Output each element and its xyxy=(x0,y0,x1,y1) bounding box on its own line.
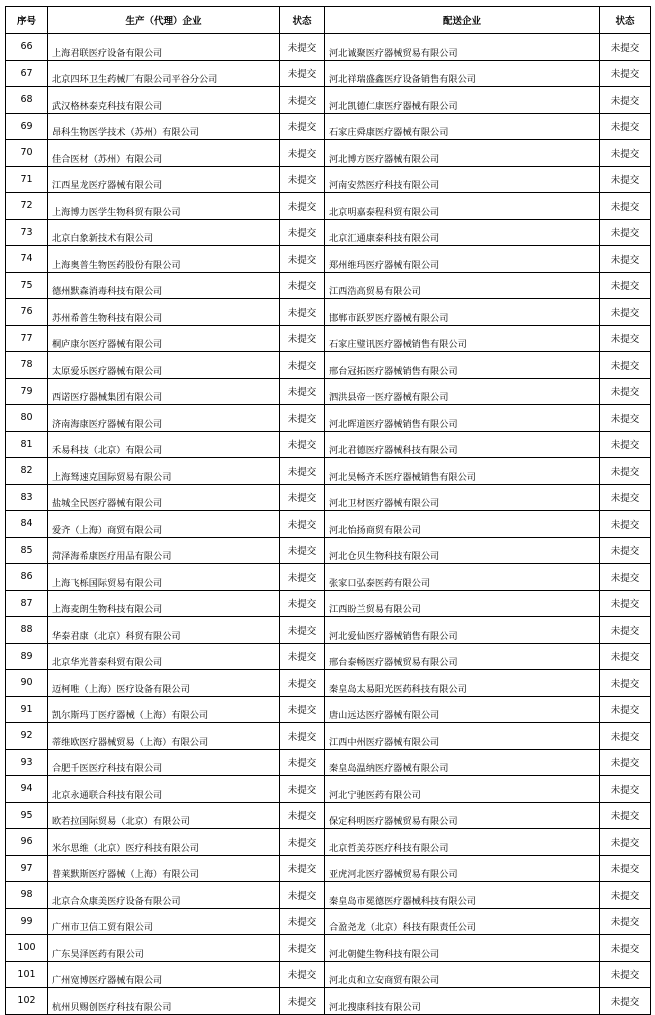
distributor-status-cell: 未提交 xyxy=(600,378,651,405)
distributor-cell: 张家口弘泰医药有限公司 xyxy=(325,564,600,591)
table-row xyxy=(6,352,651,379)
manufacturer-cell: 上海君联医疗设备有限公司 xyxy=(48,34,280,61)
table-row xyxy=(6,908,651,935)
distributor-status-cell: 未提交 xyxy=(600,219,651,246)
seq-cell: 82 xyxy=(6,458,48,485)
manufacturer-status-cell: 未提交 xyxy=(280,855,325,882)
distributor-cell: 河北仓贝生物科技有限公司 xyxy=(325,537,600,564)
table-row xyxy=(6,219,651,246)
distributor-cell: 河南安然医疗科技有限公司 xyxy=(325,166,600,193)
manufacturer-status-cell: 未提交 xyxy=(280,87,325,114)
distributor-cell: 亚虎河北医疗器械贸易有限公司 xyxy=(325,855,600,882)
manufacturer-status-cell: 未提交 xyxy=(280,140,325,167)
distributor-cell: 河北祥瑞盛鑫医疗设备销售有限公司 xyxy=(325,60,600,87)
seq-cell: 66 xyxy=(6,34,48,61)
table-header xyxy=(6,7,651,34)
manufacturer-status-cell: 未提交 xyxy=(280,60,325,87)
distributor-cell: 秦皇岛太易阳光医药科技有限公司 xyxy=(325,670,600,697)
seq-cell: 68 xyxy=(6,87,48,114)
table-row xyxy=(6,431,651,458)
distributor-status-cell: 未提交 xyxy=(600,193,651,220)
distributor-cell: 北京明嘉泰程科贸有限公司 xyxy=(325,193,600,220)
distributor-cell: 石家庄舜康医疗器械有限公司 xyxy=(325,113,600,140)
manufacturer-status-cell: 未提交 xyxy=(280,935,325,962)
distributor-status-cell: 未提交 xyxy=(600,272,651,299)
manufacturer-cell: 北京华光普泰科贸有限公司 xyxy=(48,643,280,670)
manufacturer-cell: 上海飞栎国际贸易有限公司 xyxy=(48,564,280,591)
seq-cell: 72 xyxy=(6,193,48,220)
table-row xyxy=(6,537,651,564)
seq-cell: 102 xyxy=(6,988,48,1015)
distributor-status-cell: 未提交 xyxy=(600,34,651,61)
manufacturer-status-cell: 未提交 xyxy=(280,961,325,988)
manufacturer-cell: 北京四环卫生药械厂有限公司平谷分公司 xyxy=(48,60,280,87)
distributor-status-cell: 未提交 xyxy=(600,458,651,485)
distributor-cell: 河北怡扬商贸有限公司 xyxy=(325,511,600,538)
table-row xyxy=(6,87,651,114)
seq-cell: 79 xyxy=(6,378,48,405)
seq-cell: 85 xyxy=(6,537,48,564)
manufacturer-cell: 昂科生物医学技术（苏州）有限公司 xyxy=(48,113,280,140)
distributor-status-cell: 未提交 xyxy=(600,299,651,326)
manufacturer-cell: 菏泽海希康医疗用品有限公司 xyxy=(48,537,280,564)
seq-cell: 98 xyxy=(6,882,48,909)
table-row xyxy=(6,617,651,644)
manufacturer-status-cell: 未提交 xyxy=(280,749,325,776)
manufacturer-cell: 上海奥普生物医药股份有限公司 xyxy=(48,246,280,273)
distributor-cell: 河北晖道医疗器械销售有限公司 xyxy=(325,405,600,432)
seq-cell: 73 xyxy=(6,219,48,246)
header-row xyxy=(6,7,651,34)
table-row xyxy=(6,299,651,326)
manufacturer-status-cell: 未提交 xyxy=(280,988,325,1015)
manufacturer-cell: 上海驽速克国际贸易有限公司 xyxy=(48,458,280,485)
manufacturer-status-cell: 未提交 xyxy=(280,617,325,644)
table-row xyxy=(6,590,651,617)
manufacturer-cell: 西诺医疗器械集团有限公司 xyxy=(48,378,280,405)
table-row xyxy=(6,484,651,511)
seq-cell: 67 xyxy=(6,60,48,87)
table-row xyxy=(6,34,651,61)
manufacturer-status-cell: 未提交 xyxy=(280,908,325,935)
distributor-status-cell: 未提交 xyxy=(600,882,651,909)
manufacturer-status-cell: 未提交 xyxy=(280,113,325,140)
manufacturer-status-cell: 未提交 xyxy=(280,802,325,829)
table-row xyxy=(6,776,651,803)
distributor-cell: 秦皇岛市冕德医疗器械科技有限公司 xyxy=(325,882,600,909)
manufacturer-cell: 欧若拉国际贸易（北京）有限公司 xyxy=(48,802,280,829)
manufacturer-cell: 佳合医材（苏州）有限公司 xyxy=(48,140,280,167)
seq-cell: 76 xyxy=(6,299,48,326)
manufacturer-cell: 上海博力医学生物科贸有限公司 xyxy=(48,193,280,220)
manufacturer-status-cell: 未提交 xyxy=(280,405,325,432)
manufacturer-status-cell: 未提交 xyxy=(280,829,325,856)
table-row xyxy=(6,193,651,220)
table-row xyxy=(6,511,651,538)
header-seq: 序号 xyxy=(6,7,48,34)
header-manufacturer: 生产（代理）企业 xyxy=(48,7,280,34)
table-row xyxy=(6,166,651,193)
seq-cell: 91 xyxy=(6,696,48,723)
distributor-cell: 河北凯德仁康医疗器械有限公司 xyxy=(325,87,600,114)
distributor-status-cell: 未提交 xyxy=(600,643,651,670)
seq-cell: 95 xyxy=(6,802,48,829)
distributor-cell: 泗洪县帝一医疗器械有限公司 xyxy=(325,378,600,405)
manufacturer-cell: 太原爱乐医疗器械有限公司 xyxy=(48,352,280,379)
table-row xyxy=(6,670,651,697)
distributor-cell: 河北贞和立安商贸有限公司 xyxy=(325,961,600,988)
table-row xyxy=(6,405,651,432)
distributor-cell: 江西盼兰贸易有限公司 xyxy=(325,590,600,617)
table-row xyxy=(6,60,651,87)
manufacturer-status-cell: 未提交 xyxy=(280,378,325,405)
seq-cell: 87 xyxy=(6,590,48,617)
distributor-status-cell: 未提交 xyxy=(600,60,651,87)
distributor-cell: 河北昊畅齐禾医疗器械销售有限公司 xyxy=(325,458,600,485)
manufacturer-cell: 北京合众康美医疗设备有限公司 xyxy=(48,882,280,909)
manufacturer-status-cell: 未提交 xyxy=(280,299,325,326)
manufacturer-cell: 华泰君康（北京）科贸有限公司 xyxy=(48,617,280,644)
table-row xyxy=(6,564,651,591)
distributor-status-cell: 未提交 xyxy=(600,246,651,273)
manufacturer-cell: 广州市卫信工贸有限公司 xyxy=(48,908,280,935)
table-row xyxy=(6,643,651,670)
distributor-status-cell: 未提交 xyxy=(600,484,651,511)
distributor-status-cell: 未提交 xyxy=(600,829,651,856)
distributor-status-cell: 未提交 xyxy=(600,776,651,803)
manufacturer-status-cell: 未提交 xyxy=(280,696,325,723)
manufacturer-status-cell: 未提交 xyxy=(280,352,325,379)
table-row xyxy=(6,113,651,140)
seq-cell: 86 xyxy=(6,564,48,591)
manufacturer-cell: 蒂维欧医疗器械贸易（上海）有限公司 xyxy=(48,723,280,750)
distributor-status-cell: 未提交 xyxy=(600,87,651,114)
distributor-status-cell: 未提交 xyxy=(600,749,651,776)
seq-cell: 89 xyxy=(6,643,48,670)
distributor-status-cell: 未提交 xyxy=(600,670,651,697)
distributor-cell: 石家庄璧讯医疗器械销售有限公司 xyxy=(325,325,600,352)
distributor-status-cell: 未提交 xyxy=(600,537,651,564)
seq-cell: 77 xyxy=(6,325,48,352)
manufacturer-status-cell: 未提交 xyxy=(280,484,325,511)
manufacturer-cell: 禾易科技（北京）有限公司 xyxy=(48,431,280,458)
distributor-status-cell: 未提交 xyxy=(600,696,651,723)
manufacturer-status-cell: 未提交 xyxy=(280,458,325,485)
seq-cell: 96 xyxy=(6,829,48,856)
company-status-sheet xyxy=(5,6,651,1015)
manufacturer-cell: 桐庐康尔医疗器械有限公司 xyxy=(48,325,280,352)
manufacturer-cell: 苏州希普生物科技有限公司 xyxy=(48,299,280,326)
manufacturer-cell: 武汉格林泰克科技有限公司 xyxy=(48,87,280,114)
seq-cell: 74 xyxy=(6,246,48,273)
seq-cell: 93 xyxy=(6,749,48,776)
distributor-cell: 江西中州医疗器械有限公司 xyxy=(325,723,600,750)
distributor-status-cell: 未提交 xyxy=(600,617,651,644)
distributor-status-cell: 未提交 xyxy=(600,988,651,1015)
distributor-cell: 北京哲美芬医疗科技有限公司 xyxy=(325,829,600,856)
manufacturer-cell: 凯尔斯玛丁医疗器械（上海）有限公司 xyxy=(48,696,280,723)
manufacturer-status-cell: 未提交 xyxy=(280,537,325,564)
distributor-cell: 河北诚聚医疗器械贸易有限公司 xyxy=(325,34,600,61)
manufacturer-status-cell: 未提交 xyxy=(280,590,325,617)
distributor-status-cell: 未提交 xyxy=(600,511,651,538)
distributor-cell: 邢台泰畅医疗器械贸易有限公司 xyxy=(325,643,600,670)
distributor-status-cell: 未提交 xyxy=(600,405,651,432)
distributor-status-cell: 未提交 xyxy=(600,590,651,617)
seq-cell: 100 xyxy=(6,935,48,962)
table-row xyxy=(6,802,651,829)
manufacturer-status-cell: 未提交 xyxy=(280,643,325,670)
header-manufacturer-status: 状态 xyxy=(280,7,325,34)
distributor-status-cell: 未提交 xyxy=(600,935,651,962)
distributor-cell: 河北君德医疗器械科技有限公司 xyxy=(325,431,600,458)
distributor-status-cell: 未提交 xyxy=(600,431,651,458)
seq-cell: 92 xyxy=(6,723,48,750)
manufacturer-cell: 盐城全民医疗器械有限公司 xyxy=(48,484,280,511)
manufacturer-status-cell: 未提交 xyxy=(280,219,325,246)
seq-cell: 84 xyxy=(6,511,48,538)
seq-cell: 90 xyxy=(6,670,48,697)
distributor-cell: 河北宁驰医药有限公司 xyxy=(325,776,600,803)
manufacturer-cell: 北京永通联合科技有限公司 xyxy=(48,776,280,803)
seq-cell: 69 xyxy=(6,113,48,140)
distributor-cell: 秦皇岛温纳医疗器械有限公司 xyxy=(325,749,600,776)
distributor-cell: 保定科明医疗器械贸易有限公司 xyxy=(325,802,600,829)
manufacturer-status-cell: 未提交 xyxy=(280,670,325,697)
distributor-status-cell: 未提交 xyxy=(600,961,651,988)
manufacturer-status-cell: 未提交 xyxy=(280,166,325,193)
distributor-status-cell: 未提交 xyxy=(600,908,651,935)
seq-cell: 70 xyxy=(6,140,48,167)
distributor-cell: 邢台冠拓医疗器械销售有限公司 xyxy=(325,352,600,379)
table-row xyxy=(6,961,651,988)
manufacturer-cell: 广州宽博医疗器械有限公司 xyxy=(48,961,280,988)
seq-cell: 101 xyxy=(6,961,48,988)
distributor-status-cell: 未提交 xyxy=(600,352,651,379)
distributor-cell: 郑州维玛医疗器械有限公司 xyxy=(325,246,600,273)
manufacturer-status-cell: 未提交 xyxy=(280,34,325,61)
manufacturer-status-cell: 未提交 xyxy=(280,564,325,591)
manufacturer-status-cell: 未提交 xyxy=(280,431,325,458)
manufacturer-status-cell: 未提交 xyxy=(280,723,325,750)
distributor-status-cell: 未提交 xyxy=(600,325,651,352)
distributor-status-cell: 未提交 xyxy=(600,564,651,591)
table-row xyxy=(6,696,651,723)
table-row xyxy=(6,246,651,273)
table-row xyxy=(6,325,651,352)
manufacturer-cell: 爱齐（上海）商贸有限公司 xyxy=(48,511,280,538)
table-row xyxy=(6,723,651,750)
manufacturer-cell: 普莱默斯医疗器械（上海）有限公司 xyxy=(48,855,280,882)
distributor-cell: 唐山远达医疗器械有限公司 xyxy=(325,696,600,723)
distributor-cell: 北京汇通康泰科技有限公司 xyxy=(325,219,600,246)
seq-cell: 80 xyxy=(6,405,48,432)
manufacturer-status-cell: 未提交 xyxy=(280,511,325,538)
seq-cell: 83 xyxy=(6,484,48,511)
distributor-status-cell: 未提交 xyxy=(600,166,651,193)
distributor-status-cell: 未提交 xyxy=(600,802,651,829)
company-status-table xyxy=(5,6,651,1015)
manufacturer-cell: 德州默森消毒科技有限公司 xyxy=(48,272,280,299)
manufacturer-cell: 上海麦朗生物科技有限公司 xyxy=(48,590,280,617)
table-row xyxy=(6,458,651,485)
manufacturer-status-cell: 未提交 xyxy=(280,776,325,803)
table-row xyxy=(6,272,651,299)
table-row xyxy=(6,749,651,776)
manufacturer-cell: 杭州贝赐创医疗科技有限公司 xyxy=(48,988,280,1015)
distributor-cell: 河北爱仙医疗器械销售有限公司 xyxy=(325,617,600,644)
distributor-status-cell: 未提交 xyxy=(600,113,651,140)
manufacturer-cell: 米尔思维（北京）医疗科技有限公司 xyxy=(48,829,280,856)
distributor-cell: 邯郸市跃罗医疗器械有限公司 xyxy=(325,299,600,326)
header-distributor-status: 状态 xyxy=(600,7,651,34)
manufacturer-status-cell: 未提交 xyxy=(280,272,325,299)
distributor-cell: 江西浩高贸易有限公司 xyxy=(325,272,600,299)
distributor-cell: 合盈尧龙（北京）科技有限责任公司 xyxy=(325,908,600,935)
distributor-cell: 河北博方医疗器械有限公司 xyxy=(325,140,600,167)
seq-cell: 78 xyxy=(6,352,48,379)
table-body xyxy=(6,34,651,1015)
seq-cell: 81 xyxy=(6,431,48,458)
table-row xyxy=(6,378,651,405)
distributor-status-cell: 未提交 xyxy=(600,140,651,167)
manufacturer-status-cell: 未提交 xyxy=(280,193,325,220)
distributor-cell: 河北朝健生物科技有限公司 xyxy=(325,935,600,962)
table-row xyxy=(6,855,651,882)
manufacturer-cell: 济南海康医疗器械有限公司 xyxy=(48,405,280,432)
distributor-cell: 河北搜康科技有限公司 xyxy=(325,988,600,1015)
manufacturer-cell: 合肥千医医疗科技有限公司 xyxy=(48,749,280,776)
table-row xyxy=(6,935,651,962)
seq-cell: 88 xyxy=(6,617,48,644)
manufacturer-cell: 迈柯唯（上海）医疗设备有限公司 xyxy=(48,670,280,697)
distributor-status-cell: 未提交 xyxy=(600,855,651,882)
manufacturer-status-cell: 未提交 xyxy=(280,246,325,273)
header-distributor: 配送企业 xyxy=(325,7,600,34)
manufacturer-cell: 北京白象新技术有限公司 xyxy=(48,219,280,246)
manufacturer-status-cell: 未提交 xyxy=(280,325,325,352)
manufacturer-status-cell: 未提交 xyxy=(280,882,325,909)
seq-cell: 97 xyxy=(6,855,48,882)
manufacturer-cell: 江西星龙医疗器械有限公司 xyxy=(48,166,280,193)
table-row xyxy=(6,140,651,167)
distributor-status-cell: 未提交 xyxy=(600,723,651,750)
distributor-cell: 河北卫材医疗器械有限公司 xyxy=(325,484,600,511)
seq-cell: 99 xyxy=(6,908,48,935)
seq-cell: 75 xyxy=(6,272,48,299)
seq-cell: 71 xyxy=(6,166,48,193)
table-row xyxy=(6,882,651,909)
seq-cell: 94 xyxy=(6,776,48,803)
table-row xyxy=(6,829,651,856)
manufacturer-cell: 广东昊泽医药有限公司 xyxy=(48,935,280,962)
